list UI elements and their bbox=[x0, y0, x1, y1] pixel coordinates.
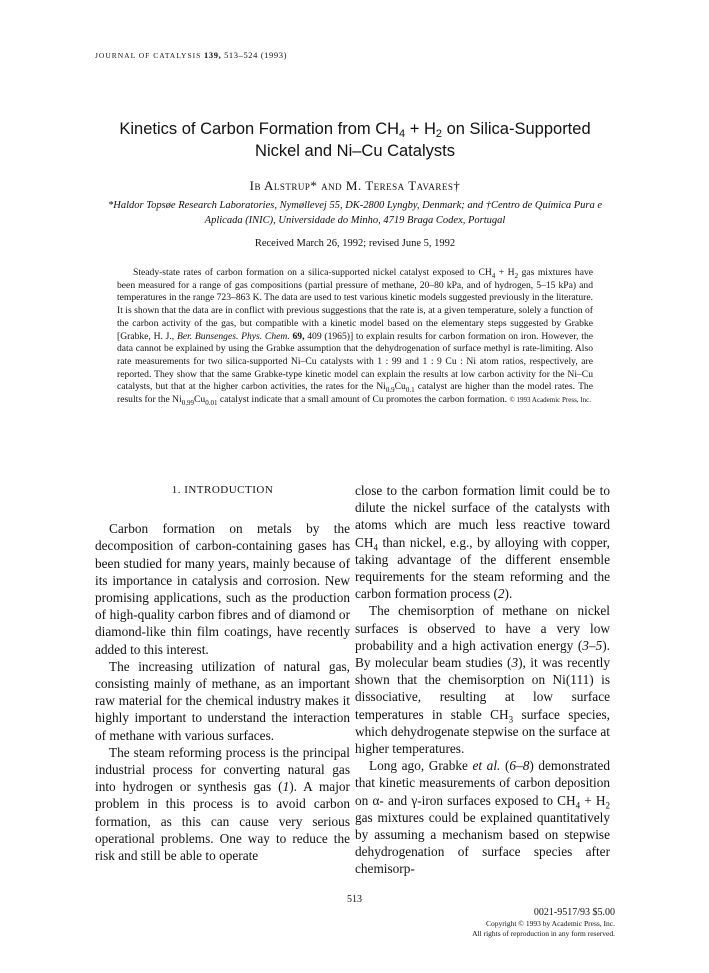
reference: 2 bbox=[497, 586, 505, 602]
copyright-block bbox=[420, 908, 615, 940]
body-column-left bbox=[95, 482, 350, 864]
paragraph: close to the carbon formation limit could be to dilute the nickel surface of the catalysts with atoms which are much less reactive toward $CH_4$ than nickel, e.g., by alloying with copper, taking advantage of the different ensemble requirements for the steam reforming and the carbon formation process (2). bbox=[355, 483, 610, 602]
received-dates: Received March 26, 1992; revised June 5, 1992 bbox=[254, 238, 456, 249]
abstract-copyright: © 1993 Academic Press, Inc. bbox=[509, 396, 591, 405]
section-heading: 1. INTRODUCTION bbox=[171, 484, 274, 496]
paragraph: The chemisorption of methane on nickel surfaces is observed to have a very low probability and a high activation energy (3–5). By molecular beam studies (3), it was recently shown that the chemisorption on Ni(111) is dissociative, resulting at low surface temperatures in stable $CH_3$ surface species, which dehydrogenate stepwise on the surface at higher temperatures. bbox=[355, 603, 611, 757]
article-code: 0021-9517/93 $5.00 bbox=[533, 907, 615, 918]
journal-citation: Ber. Bunsenges. Phys. Chem. bbox=[176, 330, 290, 342]
reference: 1 bbox=[282, 779, 290, 795]
citation-volume: 69, bbox=[292, 330, 305, 342]
page-number: 513 bbox=[347, 894, 362, 905]
reference: 3 bbox=[511, 655, 519, 671]
affiliations: *Haldor Topsøe Research Laboratories, Nymøllevej 55, DK-2800 Lyngby, Denmark; and †Centro de Química Pura e Aplicada (INIC), Universidade do Minho, 4719 Braga Codex, Portugal bbox=[107, 200, 602, 226]
author-list: Ib Alstrup* and M. Teresa Tavares† bbox=[249, 178, 461, 193]
abstract: Steady-state rates of carbon formation on a silica-supported nickel catalyst exposed to $CH_4 + H_2$ gas mixtures have been measured for a range of gas compositions (partial pressure of methane, 20–80 kPa, and of hydrogen, 5–15 kPa) and temperatures in the range 723–863 K. The data are used to test various kinetic models suggested previously in the literature. It is shown that the data are in conflict with previous suggestions that the rate is, at a given temperature, solely a function of the carbon activity of the gas, but compatible with a kinetic model based on the elementary steps suggested by Grabke [Grabke, H. J., Ber. Bunsenges. Phys. Chem. 69, 409 (1965)] to explain results for carbon formation on iron. However, the data cannot be explained by using the Grabke assumption that the dehydrogenation of surface methyl is rate-limiting. Also rate measurements for two silica-supported Ni–Cu catalysts with 1 : 99 and 1 : 9 Cu : Ni atom ratios, respectively, are reported. They show that the same Grabke-type kinetic model can explain the results at low carbon activity for the Ni–Cu catalysts, but that at the higher carbon activities, the rates for the $Ni_{0.9}Cu_{0.1}$ catalyst are higher than the model rates. The results for the $Ni_{0.99}Cu_{0.01}$ catalyst indicate that a small amount of Cu promotes the carbon formation. © 1993 Academic Press, Inc. bbox=[117, 267, 594, 407]
article-title bbox=[80, 118, 630, 162]
title-line-1: Kinetics of Carbon Formation from $CH_4 + H_2$ on Silica-Supported bbox=[119, 120, 591, 140]
rights-line: All rights of reproduction in any form reserved. bbox=[472, 929, 615, 938]
reference: 3–5 bbox=[582, 637, 603, 653]
reference: 6–8 bbox=[509, 758, 530, 774]
journal-volume: 139, bbox=[204, 50, 222, 60]
journal-pages-year: 513–524 (1993) bbox=[224, 50, 287, 60]
paragraph: Carbon formation on metals by the decomposition of carbon-containing gases has been studied for many years, mainly because of its importance in catalysis and corrosion. New promising applications, such as the production of high-quality carbon fibres and of diamond or diamond-like thin film coatings, have recently added to this interest. bbox=[95, 521, 350, 657]
paragraph: Long ago, Grabke et al. (6–8) demonstrated that kinetic measurements of carbon deposition on α- and γ-iron surfaces exposed to $CH_4 + H_2$ gas mixtures could be explained quantitatively by assuming a mechanism based on stepwise dehydrogenation of surface species after chemisorp- bbox=[355, 758, 611, 877]
paragraph: The steam reforming process is the principal industrial process for converting natural gas into hydrogen or synthesis gas (1). A major problem in this process is to avoid carbon formation, as this can cause very serious operational problems. One way to reduce the risk and still be able to operate bbox=[95, 744, 350, 864]
copyright-line: Copyright © 1993 by Academic Press, Inc. bbox=[485, 918, 615, 928]
journal-header bbox=[95, 50, 287, 60]
paragraph: The increasing utilization of natural gas, consisting mainly of methane, as an important raw material for the chemical industry makes it highly important to understand the interaction of methane with various surfaces. bbox=[95, 658, 350, 743]
journal-name: JOURNAL OF CATALYSIS bbox=[95, 51, 202, 60]
title-line-2: Nickel and Ni–Cu Catalysts bbox=[255, 142, 455, 160]
body-column-right bbox=[355, 482, 610, 878]
